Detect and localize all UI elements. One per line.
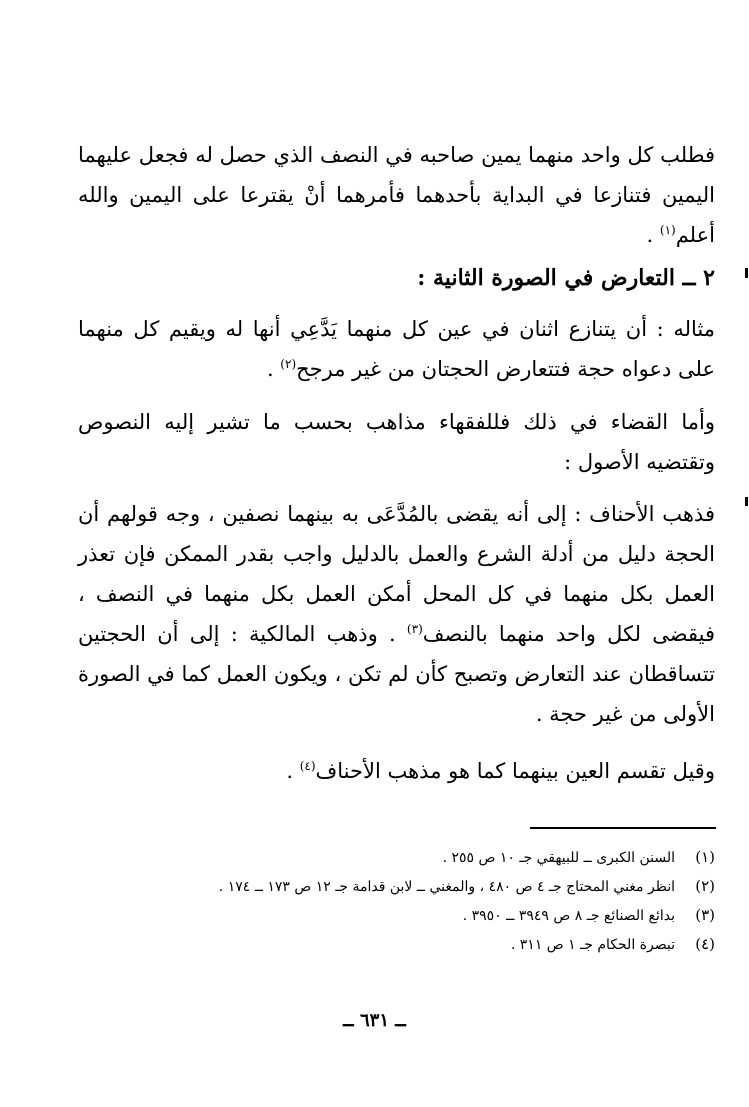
footnote-ref-1: (١) <box>659 223 676 237</box>
paragraph-1 <box>78 135 715 255</box>
section-heading: ٢ ــ التعارض في الصورة الثانية : <box>417 265 715 291</box>
footnote-item <box>78 877 715 906</box>
footnote-text: تبصرة الحكام جـ ١ ص ٣١١ . <box>510 937 675 953</box>
paragraph-3-text: وأما القضاء في ذلك فللفقهاء مذاهب بحسب ما تشير إليه النصوص وتقتضيه الأصول : <box>78 410 715 474</box>
paragraph-5 <box>78 751 715 791</box>
footnote-number: (٢) <box>695 877 715 895</box>
paragraph-1-text: فطلب كل واحد منهما يمين صاحبه في النصف الذي حصل له فجعل عليهما اليمين فتنازعا في البداية بأحدهما فأمرهما أنْ يقترعا على اليمين والله أعلم <box>78 143 715 247</box>
paragraph-4-text: فذهب الأحناف : إلى أنه يقضى بالمُدَّعَى به بينهما نصفين ، وجه قولهم أن الحجة دليل من أدلة الشرع والعمل بالدليل واجب بقدر الممكن فإن تعذر العمل بكل منهما في كل المحل أمكن العمل بكل منهما في النصف ، فيقضى لكل واحد منهما بالنصف <box>78 502 715 646</box>
footnote-number: (٣) <box>695 906 715 924</box>
footnote-item <box>78 935 715 964</box>
footnote-ref-3: (٣) <box>406 622 423 636</box>
paragraph-5-text: وقيل تقسم العين بينهما كما هو مذهب الأحناف <box>315 759 715 783</box>
paragraph-3 <box>78 402 715 482</box>
scan-edge-mark <box>745 268 748 278</box>
footnote-ref-4: (٤) <box>299 759 316 773</box>
footnote-number: (١) <box>695 848 715 866</box>
footnote-item <box>78 906 715 935</box>
paragraph-5-tail: . <box>286 759 300 783</box>
footnotes-list <box>78 848 715 964</box>
footnote-ref-2: (٢) <box>280 357 297 371</box>
page-number: ــ ٦٣١ ــ <box>343 1010 406 1031</box>
paragraph-2-tail: . <box>266 357 281 381</box>
footnote-text: بدائع الصنائع جـ ٨ ص ٣٩٤٩ ــ ٣٩٥٠ . <box>462 908 675 924</box>
paragraph-4 <box>78 494 715 734</box>
paragraph-4-tail: . وذهب المالكية : إلى أن الحجتين تتساقطان عند التعارض وتصبح كأن لم تكن ، ويكون العمل كما في الصورة الأولى من غير حجة . <box>78 622 715 726</box>
footnote-text: السنن الكبرى ــ للبيهقي جـ ١٠ ص ٢٥٥ . <box>442 850 675 866</box>
footnote-item <box>78 848 715 877</box>
footnote-text: انظر مغني المحتاج جـ ٤ ص ٤٨٠ ، والمغني ــ لابن قدامة جـ ١٢ ص ١٧٣ ــ ١٧٤ . <box>218 879 675 895</box>
paragraph-2-text: مثاله : أن يتنازع اثنان في عين كل منهما يَدَّعِي أنها له ويقيم كل منهما على دعواه حجة فتتعارض الحجتان من غير مرجح <box>78 317 715 381</box>
scan-edge-mark <box>745 497 748 506</box>
paragraph-1-tail: . <box>646 223 660 247</box>
paragraph-2 <box>78 309 715 389</box>
footnote-divider <box>530 827 716 829</box>
footnote-number: (٤) <box>695 935 715 953</box>
